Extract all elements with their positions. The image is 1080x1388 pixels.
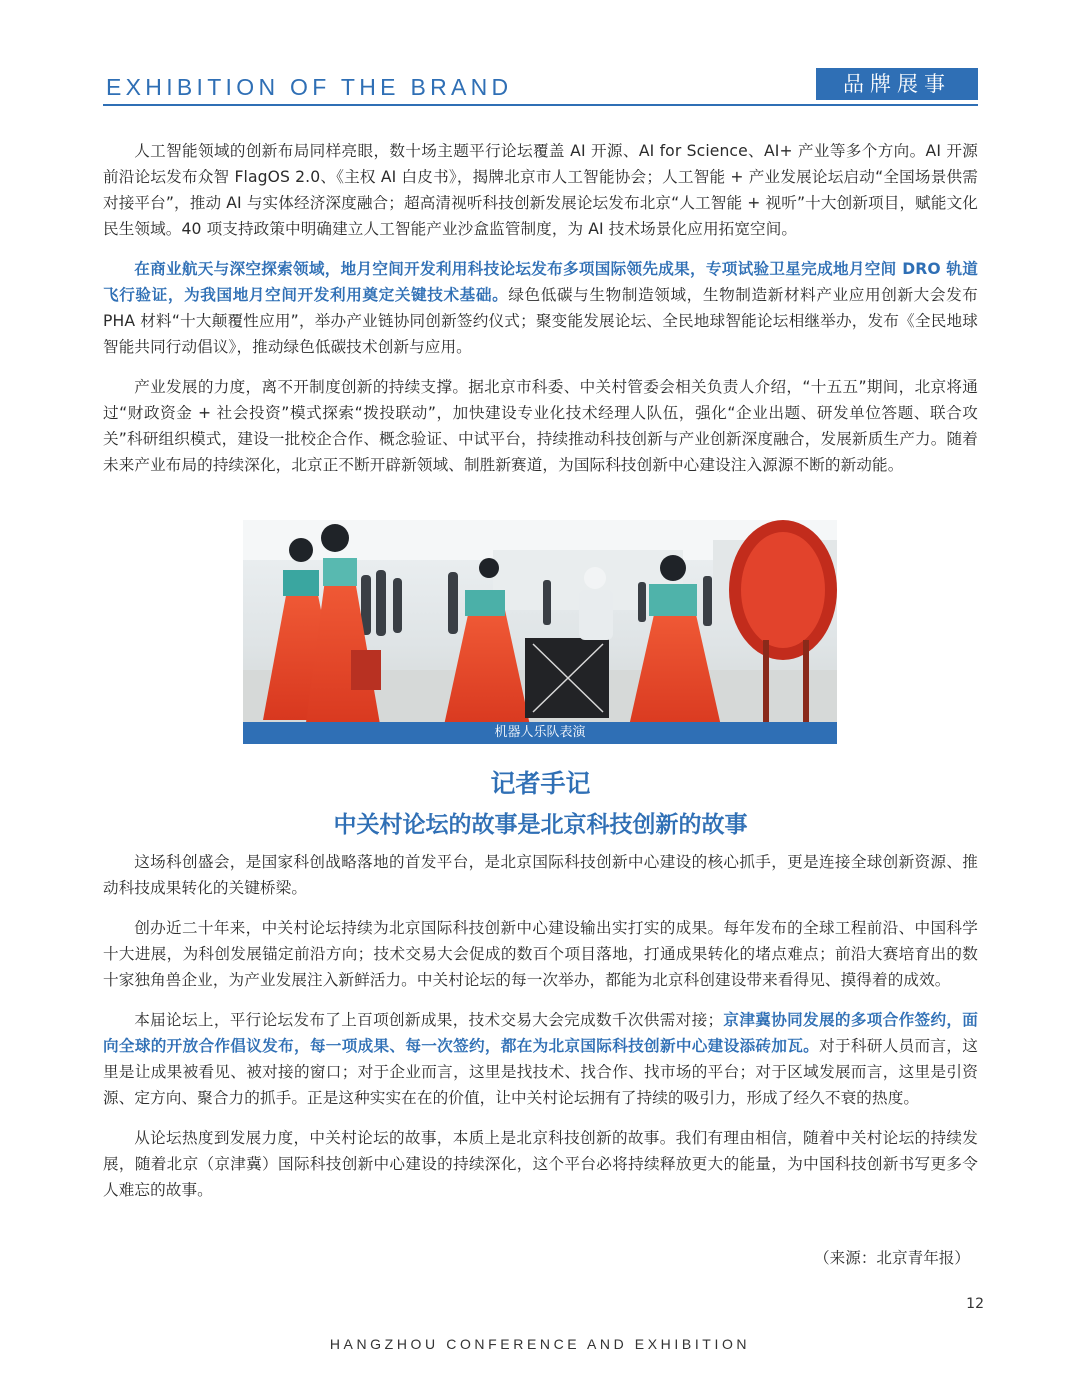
paragraph-forum: 这场科创盛会，是国家科创战略落地的首发平台，是北京国际科技创新中心建设的核心抓手，更是连接全球创新资源、推动科技成果转化的关键桥梁。: [103, 853, 978, 897]
paragraph-text: 绿色低碳与生物制造领域，生物制造新材料产业应用创新大会发布 PHA 材料“十大颠覆性应用”，举办产业链协同创新签约仪式；聚变能发展论坛、全民地球智能论坛相继举办，发布《全民地球智能共同行动倡议》，推动绿色低碳技术创新与应用。: [103, 286, 978, 356]
paragraph-text: 对于科研人员而言，这里是让成果被看见、被对接的窗口；对于企业而言，这里是找技术、找合作、找市场的平台；对于区域发展而言，这里是引资源、定方向、聚合力的抓手。正是这种实实在在的价值，让中关村论坛拥有了持续的吸引力，形成了经久不衰的热度。: [103, 1037, 978, 1107]
highlight-text: 京津冀协同发展的多项合作签约，面向全球的开放合作倡议发布，每一项成果、每一次签约，都在为北京国际科技创新中心建设添砖加瓦。: [103, 1011, 978, 1055]
robot-band-photo: [243, 520, 837, 744]
paragraph-conclusion: 从论坛热度到发展力度，中关村论坛的故事，本质上是北京科技创新的故事。我们有理由相信，随着中关村论坛的持续发展，随着北京（京津冀）国际科技创新中心建设的持续深化，这个平台必将持续释放更大的能量，为中国科技创新书写更多令人难忘的故事。: [103, 1129, 978, 1199]
paragraph-policy: 产业发展的力度，离不开制度创新的持续支撑。据北京市科委、中关村管委会相关负责人介绍，“十五五”期间，北京将通过“财政资金 + 社会投资”模式探索“拨投联动”，加快建设专业化技术经理人队伍，强化“企业出题、研发单位答题、联合攻关”科研组织模式，建设一批校企合作、概念验证、中试平台，持续推动科技创新与产业创新深度融合，发展新质生产力。随着未来产业布局的持续深化，北京正不断开辟新领域、制胜新赛道，为国际科技创新中心建设注入源源不断的新动能。: [103, 378, 978, 474]
article-source: （来源：北京青年报）: [814, 1249, 970, 1267]
photo-caption: 机器人乐队表演: [243, 722, 837, 744]
page-number: 12: [966, 1296, 984, 1312]
header-divider: [103, 104, 978, 106]
section-subtitle: 中关村论坛的故事是北京科技创新的故事: [333, 812, 748, 838]
paragraph-ai: 人工智能领域的创新布局同样亮眼，数十场主题平行论坛覆盖 AI 开源、AI for Science、AI+ 产业等多个方向。AI 开源前沿论坛发布众智 FlagOS 2.0、《主权 AI 白皮书》，揭牌北京市人工智能协会；人工智能 + 产业发展论坛启动“全国场景供需对接平台”，推动 AI 与实体经济深度融合；超高清视听科技创新发展论坛发布北京“人工智能 + 视听”十大创新项目，赋能文化民生领域。40 项支持政策中明确建立人工智能产业沙盒监管制度，为 AI 技术场景化应用拓宽空间。: [103, 142, 978, 238]
paragraph-results: [103, 1007, 978, 1111]
section-title: 记者手记: [490, 769, 591, 798]
paragraph-history: 创办近二十年来，中关村论坛持续为北京国际科技创新中心建设输出实打实的成果。每年发布的全球工程前沿、中国科学十大进展，为科创发展锚定前沿方向；技术交易大会促成的数百个项目落地，打通成果转化的堵点难点；前沿大赛培育出的数十家独角兽企业，为产业发展注入新鲜活力。中关村论坛的每一次举办，都能为北京科创建设带来看得见、摸得着的成效。: [103, 919, 978, 989]
highlight-text: 在商业航天与深空探索领域，地月空间开发利用科技论坛发布多项国际领先成果，专项试验卫星完成地月空间 DRO 轨道飞行验证，为我国地月空间开发利用奠定关键技术基础。: [103, 260, 978, 304]
article-body-bottom: [103, 849, 978, 1203]
header-chinese-badge: 品牌展事: [816, 68, 978, 100]
paragraph-text: 本届论坛上，平行论坛发布了上百项创新成果，技术交易大会完成数千次供需对接；: [134, 1011, 724, 1029]
robot-band-illustration: [243, 520, 837, 744]
header-english-title: EXHIBITION OF THE BRAND: [106, 74, 513, 100]
article-body-top: [103, 138, 978, 478]
footer-title: HANGZHOU CONFERENCE AND EXHIBITION: [329, 1336, 751, 1352]
paragraph-aerospace: [103, 256, 978, 360]
